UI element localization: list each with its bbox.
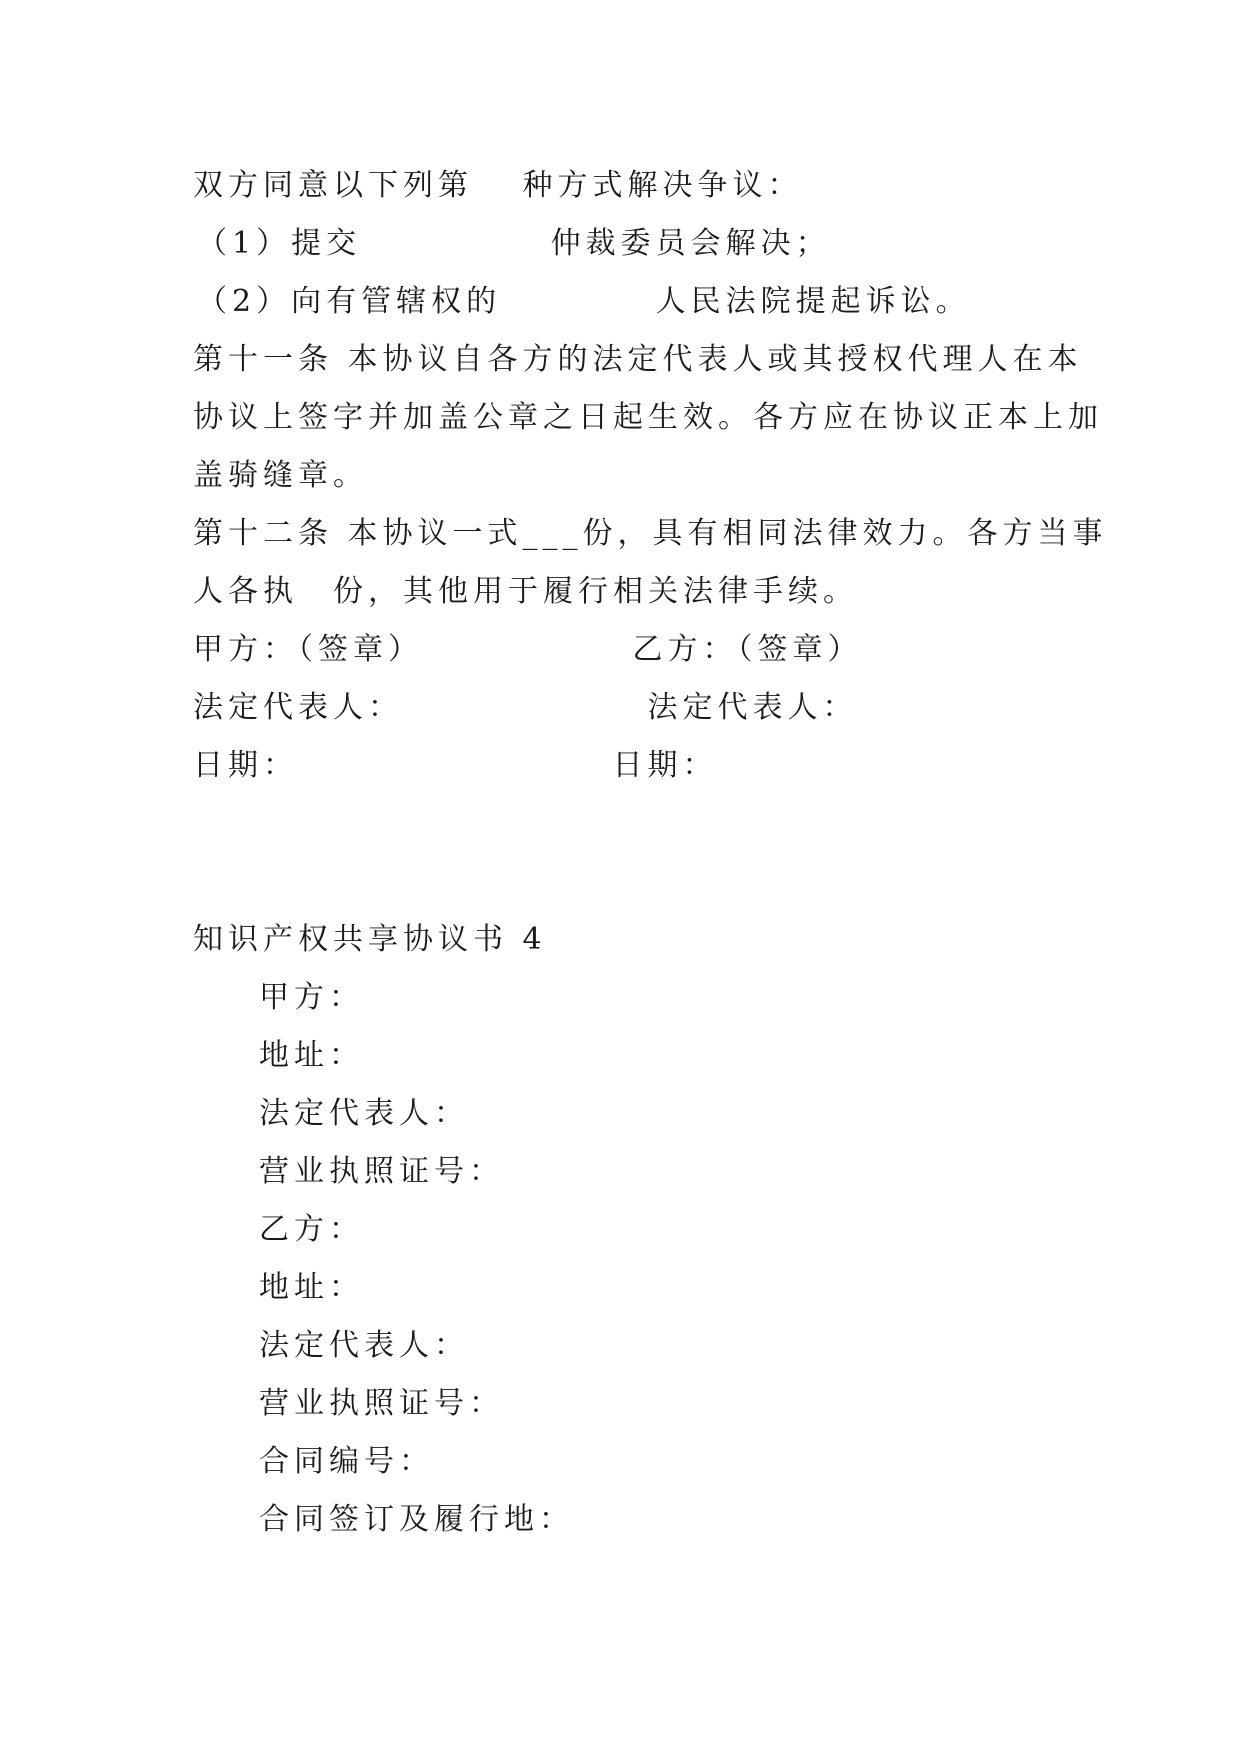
- party-a-address-label: 地址：: [259, 1038, 364, 1073]
- party-b-label: 乙方：: [259, 1212, 364, 1247]
- party-b-address-label: 地址：: [259, 1270, 364, 1305]
- party-a-license-label: 营业执照证号：: [259, 1154, 504, 1189]
- article-11-line-2: 协议上签字并加盖公章之日起生效。各方应在协议正本上加: [193, 400, 1103, 435]
- contract-number-label: 合同编号：: [259, 1444, 434, 1479]
- dispute-option-arbitration: （1）提交 仲裁委员会解决；: [197, 226, 831, 261]
- signature-parties: 甲方：（签章） 乙方：（签章）: [193, 632, 863, 667]
- article-11-line-1: 第十一条 本协议自各方的法定代表人或其授权代理人在本: [193, 342, 1083, 377]
- party-b-representative-label: 法定代表人：: [259, 1328, 469, 1363]
- dispute-resolution-intro: 双方同意以下列第 种方式解决争议：: [193, 168, 803, 203]
- party-a-representative-label: 法定代表人：: [259, 1096, 469, 1131]
- dispute-option-litigation: （2）向有管辖权的 人民法院提起诉讼。: [197, 284, 971, 319]
- signature-dates: 日期： 日期：: [193, 748, 718, 783]
- party-b-license-label: 营业执照证号：: [259, 1386, 504, 1421]
- article-11-line-3: 盖骑缝章。: [193, 458, 368, 493]
- article-12-line-2: 人各执 份，其他用于履行相关法律手续。: [193, 574, 858, 609]
- party-a-label: 甲方：: [259, 980, 364, 1015]
- signature-representatives: 法定代表人： 法定代表人：: [193, 690, 858, 725]
- agreement-title: 知识产权共享协议书 4: [193, 922, 547, 957]
- contract-place-label: 合同签订及履行地：: [259, 1502, 574, 1537]
- article-12-line-1: 第十二条 本协议一式___份，具有相同法律效力。各方当事: [193, 516, 1108, 551]
